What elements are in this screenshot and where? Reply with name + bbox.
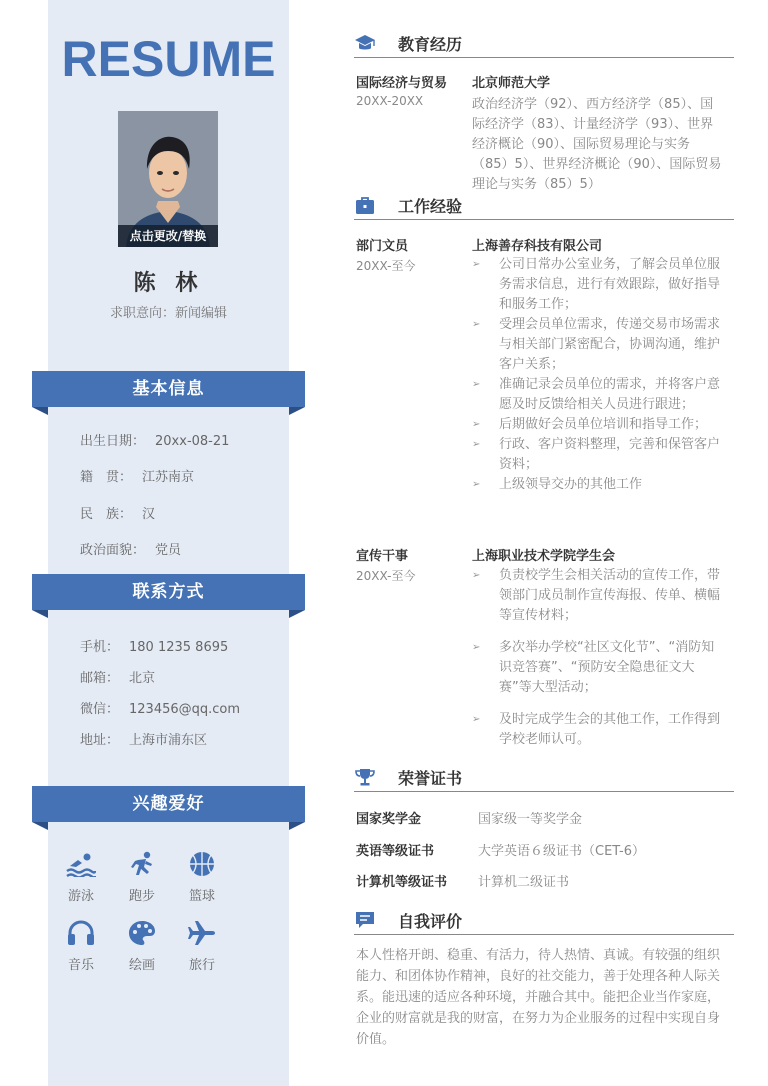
hobby-basketball [182,851,222,904]
education-major: 国际经济与贸易 [356,76,448,91]
job-duties [472,566,722,750]
hobby-label: 跑步 [128,889,155,904]
honor-value: 国家级一等奖学金 [478,812,583,827]
contact-banner [32,574,305,610]
honors-title: 荣誉证书 [398,769,463,788]
duty-item: ➢ 负责校学生会相关活动的宣传工作，带领部门成员制作宣传海报、传单、横幅等宣传材料； [472,566,722,626]
duty-item: ➢ 及时完成学生会的其他工作，工作得到学校老师认可。 [472,710,722,750]
hobbies-banner [32,786,305,822]
hobbies-title: 兴趣爱好 [32,786,305,822]
profile-photo[interactable] [118,111,218,247]
education-header [354,30,734,58]
hobby-label: 游泳 [67,889,94,904]
job-org: 上海职业技术学院学生会 [472,549,616,564]
basic-info-ethnicity: 民 族： 汉 [80,507,156,522]
contact-phone: 手机： 180 1235 8695 [80,640,229,655]
job-org: 上海善存科技有限公司 [472,239,603,254]
photo-replace-label[interactable]: 点击更改/替换 [118,225,218,247]
hobby-painting [122,920,162,973]
honor-name: 英语等级证书 [356,844,435,859]
basic-info-banner [32,371,305,407]
comment-icon [354,910,376,930]
honor-value: 计算机二级证书 [478,875,570,890]
honors-header [354,764,734,792]
hobby-label: 绘画 [128,958,155,973]
basketball-icon [187,851,217,877]
airplane-icon [187,920,217,946]
hobby-label: 篮球 [188,889,215,904]
honor-name: 国家奖学金 [356,812,422,827]
job-duties [472,255,722,495]
duty-item: ➢ 上级领导交办的其他工作 [472,475,722,495]
education-title: 教育经历 [398,35,463,54]
basic-info-hometown: 籍 贯： 江苏南京 [80,470,195,485]
swimming-icon [66,851,96,877]
duty-item: ➢ 准确记录会员单位的需求，并将客户意愿及时反馈给相关人员进行跟进； [472,375,722,415]
job-role: 部门文员 [356,239,409,254]
job-intent: 求职意向：新闻编辑 [109,306,227,321]
duty-item: ➢ 公司日常办公室业务，了解会员单位服务需求信息，进行有效跟踪，做好指导和服务工作； [472,255,722,315]
education-school: 北京师范大学 [472,76,551,91]
duty-item: ➢ 多次举办学校“社区文化节”、“消防知识竞答赛”、“预防安全隐患征文大赛”等大型活动； [472,638,722,698]
duty-item: ➢ 行政、客户资料整理，完善和保管客户资料； [472,435,722,475]
self-eval-text: 本人性格开朗、稳重、有活力，待人热情、真诚。有较强的组织能力、和团体协作精神，良好的社交能力，善于处理各种人际关系。能迅速的适应各种环境，并融合其中。能把企业当作家庭，企业的财富就是我的财富，在努力为企业服务的过程中实现自身价值。 [356,948,721,1047]
hobby-music [61,920,101,973]
hobby-label: 旅行 [188,958,215,973]
briefcase-icon [354,195,376,215]
self-eval-title: 自我评价 [398,912,463,931]
trophy-icon [354,767,376,787]
work-title: 工作经验 [398,197,463,216]
honor-value: 大学英语６级证书（CET-6） [478,844,646,859]
hobby-running [122,851,162,904]
job-date: 20XX-至今 [356,259,416,273]
contact-wechat: 微信： 123456@qq.com [80,702,241,717]
education-courses: 政治经济学（92）、西方经济学（85）、国际经济学（83）、计量经济学（93）、世界经济概论（90）、国际贸易理论与实务（85）5）、世界经济概论（90）、国际贸易理论与实务（85）5） [472,97,722,192]
contact-title: 联系方式 [32,574,305,610]
duty-item: ➢ 后期做好会员单位培训和指导工作； [472,415,722,435]
palette-icon [127,920,157,946]
work-header [354,192,734,220]
graduation-cap-icon [354,33,376,53]
hobby-swimming [61,851,101,904]
duty-item: ➢ 受理会员单位需求，传递交易市场需求与相关部门紧密配合，协调沟通，维护客户关系； [472,315,722,375]
resume-title: RESUME [61,31,276,87]
hobby-label: 音乐 [67,958,94,973]
hobby-travel [182,920,222,973]
contact-address: 地址： 上海市浦东区 [80,733,208,748]
education-date: 20XX-20XX [356,94,424,108]
basic-info-title: 基本信息 [32,371,305,407]
headphones-icon [66,920,96,946]
job-date: 20XX-至今 [356,569,416,583]
running-icon [127,851,157,877]
contact-email: 邮箱： 北京 [80,671,156,686]
basic-info-birth: 出生日期： 20xx-08-21 [80,434,230,449]
self-eval-header [354,907,734,935]
job-role: 宣传干事 [356,549,409,564]
honor-name: 计算机等级证书 [356,875,448,890]
candidate-name: 陈 林 [133,271,204,296]
basic-info-political: 政治面貌： 党员 [80,543,182,558]
